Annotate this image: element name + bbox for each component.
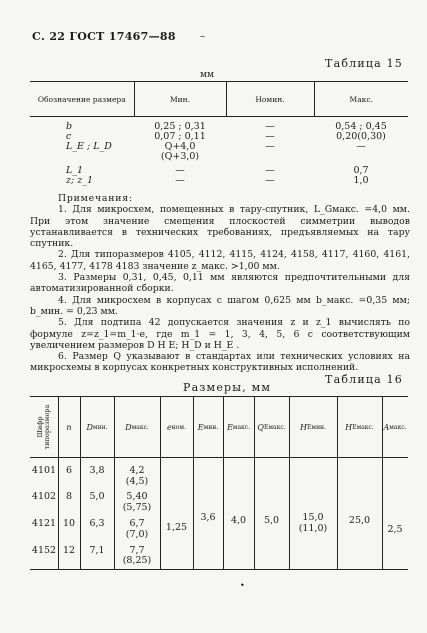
cell-name: z; z_1 bbox=[66, 175, 94, 186]
cell-max: 1,0 bbox=[353, 175, 369, 186]
cell-code: 4102 bbox=[31, 491, 57, 502]
cell-nom: — bbox=[265, 121, 275, 132]
cell-max: 0,7 bbox=[353, 165, 369, 176]
table-15-caption: Таблица 15 bbox=[325, 57, 403, 70]
cell-min: (Q+3,0) bbox=[160, 151, 200, 162]
header-code bbox=[30, 397, 58, 457]
cell-emin: 3,6 bbox=[200, 512, 216, 523]
table-16-caption: Таблица 16 bbox=[325, 373, 403, 386]
cell-min: 0,07 ; 0,11 bbox=[154, 131, 206, 142]
cell-code: 4121 bbox=[31, 518, 57, 529]
table-row bbox=[30, 152, 408, 162]
notes-title: Примечания: bbox=[58, 193, 133, 204]
cell-nom bbox=[226, 152, 314, 162]
note-item: 6. Размер Q указывают в стандартах или технических условиях на микросхемы в корпусах конкретных конструктивных исполнений. bbox=[30, 351, 410, 374]
table-16 bbox=[30, 396, 408, 570]
cell-n: 10 bbox=[62, 518, 76, 529]
cell-hemin-alt: (11,0) bbox=[298, 523, 328, 534]
header-dmin: D мин. bbox=[86, 422, 108, 432]
table-row bbox=[30, 142, 408, 152]
cell-min: Q+4,0 bbox=[164, 141, 196, 152]
cell-min: 0,25 ; 0,31 bbox=[154, 121, 206, 132]
cell-qemax: 5,0 bbox=[263, 515, 280, 526]
header-divider bbox=[30, 457, 408, 458]
note-item: 1. Для микросхем, помещенных в тару-спутник, L_Gмакс. =4,0 мм. При этом значение смещения плоскостей симметрии выводов устанавливается в технических требованиях, предъявляемых на тару спутник. bbox=[30, 204, 410, 250]
cell-name bbox=[30, 152, 134, 162]
cell-hemax: 25,0 bbox=[348, 515, 371, 526]
col-header-max: Макс. bbox=[314, 82, 408, 117]
cell-dmax: 4,2 bbox=[129, 465, 145, 476]
cell-name: L_1 bbox=[66, 165, 84, 176]
header-hemax: H Eмакс. bbox=[345, 422, 374, 432]
table-15-header-row bbox=[30, 82, 408, 117]
cell-n: 6 bbox=[65, 465, 73, 476]
col-header-min: Мин. bbox=[134, 82, 226, 117]
notes-section bbox=[30, 193, 410, 374]
cell-name: b bbox=[66, 121, 73, 132]
header-emin: E мин. bbox=[197, 422, 219, 432]
cell-dmin: 7,1 bbox=[89, 545, 105, 556]
header-amax: A макс. bbox=[383, 422, 407, 432]
cell-nom: — bbox=[265, 175, 275, 186]
note-item: 4. Для микросхем в корпусах с шагом 0,625 мм b_макс. =0,35 мм; b_мин. = 0,23 мм. bbox=[30, 294, 410, 317]
cell-n: 8 bbox=[65, 491, 73, 502]
table-16-title: Размеры, мм bbox=[183, 381, 272, 394]
page-header: С. 22 ГОСТ 17467—88 bbox=[32, 30, 176, 43]
cell-amax: 2,5 bbox=[387, 524, 403, 535]
cell-max bbox=[314, 152, 408, 162]
cell-nom: — bbox=[265, 131, 275, 142]
col-header-designation: Обозначение размера bbox=[30, 82, 134, 117]
cell-enom: 1,25 bbox=[165, 522, 188, 533]
cell-nom: — bbox=[265, 141, 275, 152]
note-item: 3. Размеры 0,31, 0,45, 0,11 мм являются предпочтительными для автоматизированной сборки. bbox=[30, 272, 410, 295]
footer-mark: • bbox=[240, 581, 245, 590]
cell-dmax-alt: (5,75) bbox=[122, 502, 152, 513]
table-row bbox=[30, 117, 408, 133]
cell-dmin: 3,8 bbox=[89, 465, 105, 476]
cell-max: 0,20(0,30) bbox=[336, 131, 386, 142]
cell-emax: 4,0 bbox=[230, 515, 247, 526]
cell-dmax-alt: (8,25) bbox=[122, 555, 152, 566]
cell-name: c bbox=[66, 131, 72, 142]
table-row bbox=[30, 176, 408, 186]
cell-dmin: 5,0 bbox=[89, 491, 105, 502]
cell-code: 4101 bbox=[31, 465, 57, 476]
cell-dmax: 6,7 bbox=[129, 518, 145, 529]
header-dmax: D макс. bbox=[125, 422, 149, 432]
cell-min: — bbox=[175, 165, 185, 176]
header-hemin: H Eмин. bbox=[300, 422, 326, 432]
cell-min: — bbox=[175, 175, 185, 186]
header-n: n bbox=[66, 422, 72, 432]
cell-hemin: 15,0 bbox=[302, 512, 324, 523]
note-item: 5. Для подтипа 42 допускается значения z и z_1 вычислять по формуле z=z_1=m_1·e, где m_1 = 1, 3, 4, 5, 6 с соответствующим увеличением размеров D H E; H_D и H_E . bbox=[30, 317, 410, 351]
header-enom: e ном. bbox=[167, 422, 186, 432]
table-row bbox=[30, 162, 408, 176]
table-15 bbox=[30, 81, 408, 186]
cell-dmax-alt: (7,0) bbox=[125, 529, 149, 540]
col-header-nom: Номин. bbox=[226, 82, 314, 117]
cell-nom: — bbox=[265, 165, 275, 176]
table-15-units: мм bbox=[200, 70, 215, 80]
cell-dmax: 5,40 bbox=[126, 491, 148, 502]
cell-code: 4152 bbox=[31, 545, 57, 556]
note-item: 2. Для типоразмеров 4105, 4112, 4115, 4124, 4158, 4117, 4160, 4161, 4165, 4177, 4178 4183 значение z_макс. >1,00 мм. bbox=[30, 249, 410, 272]
cell-dmin: 6,3 bbox=[89, 518, 105, 529]
cell-dmax-alt: (4,5) bbox=[125, 476, 149, 487]
cell-n: 12 bbox=[62, 545, 76, 556]
header-qemax: Q Eмакс. bbox=[257, 422, 286, 432]
header-code-label: Шифр типоразмера bbox=[36, 404, 51, 450]
header-emax: E макс. bbox=[226, 422, 251, 432]
cell-max: — bbox=[356, 141, 366, 152]
header-mark: – bbox=[200, 31, 205, 42]
cell-dmax: 7,7 bbox=[129, 545, 145, 556]
cell-max: 0,54 ; 0,45 bbox=[335, 121, 387, 132]
cell-name: L_E ; L_D bbox=[66, 141, 112, 152]
